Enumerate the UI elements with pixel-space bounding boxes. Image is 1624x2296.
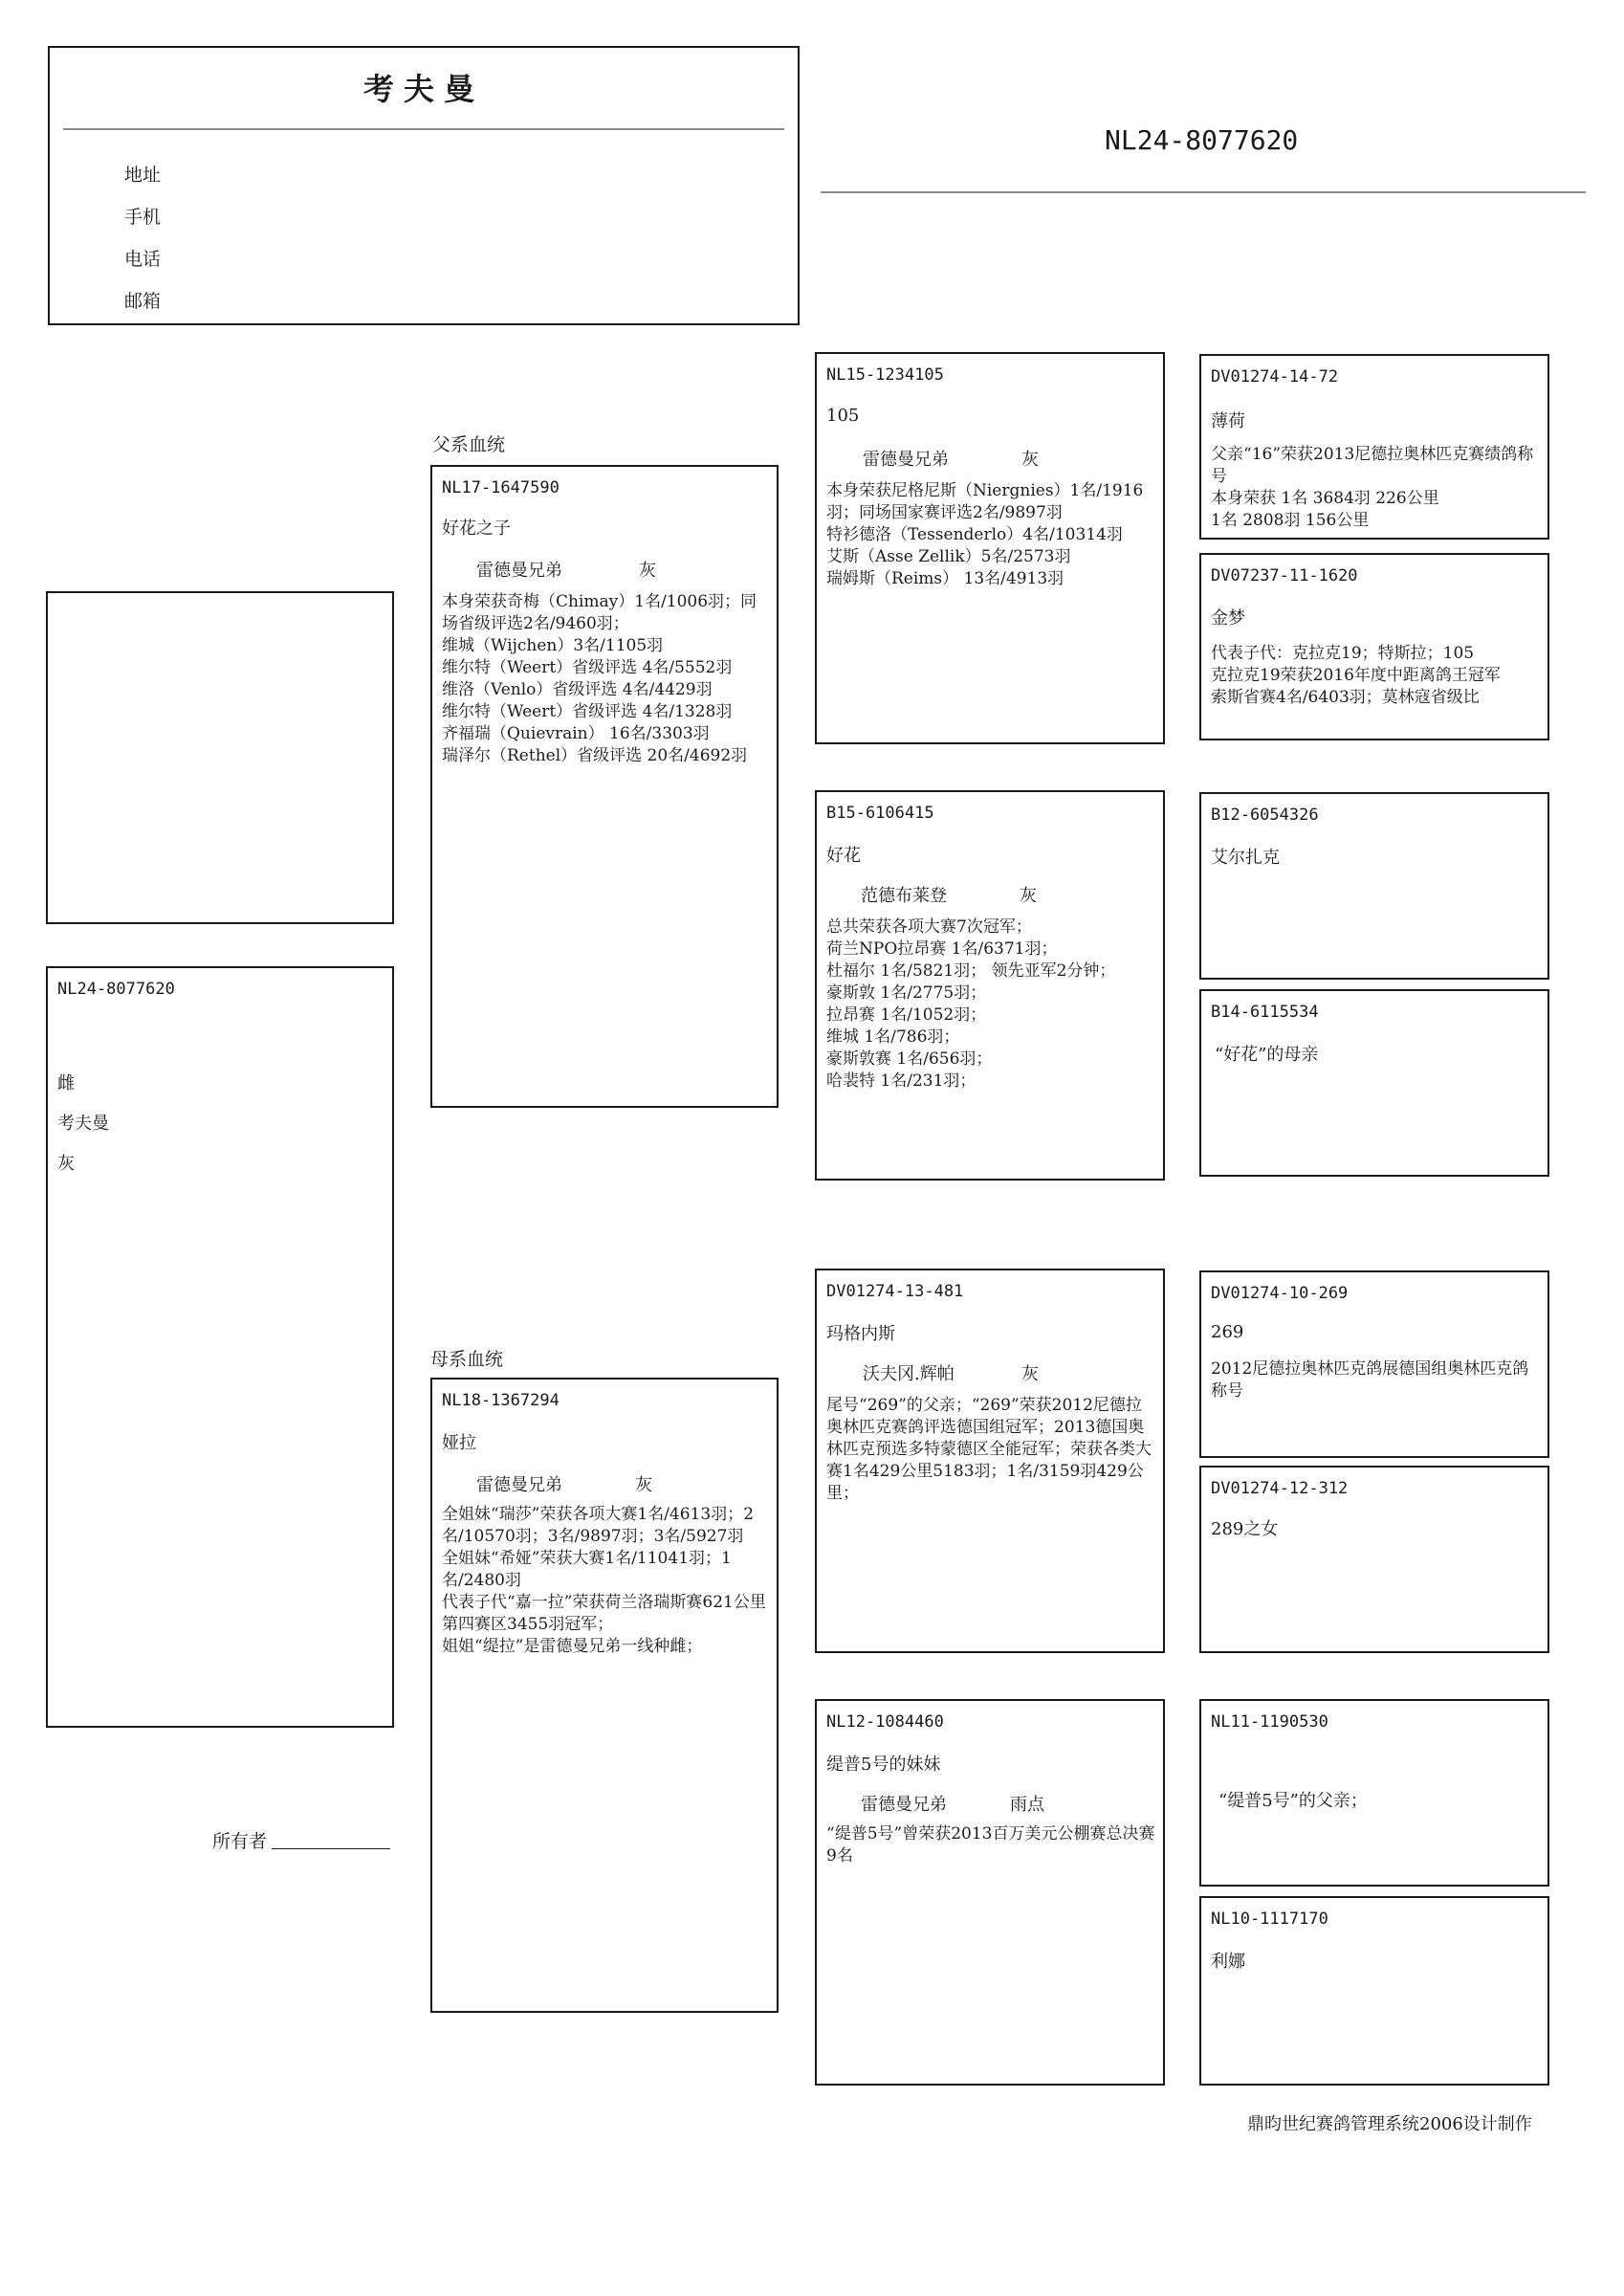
sd-ring: B15-6106415 [826,804,934,823]
sss-box [1199,354,1549,540]
dam-breeder: 雷德曼兄弟 [476,1475,562,1495]
sire-box [430,465,779,1108]
ss-name: 105 [826,406,860,426]
sds-ring: B12-6054326 [1211,806,1319,825]
sdd-box [1199,989,1549,1177]
sire-name: 好花之子 [442,519,511,539]
pigeon-photo-box [46,591,394,924]
dsd-box [1199,1466,1549,1653]
owner-signature-line [272,1848,390,1849]
dam-sire-box [815,1269,1165,1653]
dam-box [430,1378,779,2013]
sds-box [1199,792,1549,980]
ss-color: 灰 [1021,450,1039,470]
sire-breeder: 雷德曼兄弟 [476,561,562,581]
dds-name: “缇普5号”的父亲； [1218,1791,1368,1811]
dd-ring: NL12-1084460 [826,1712,944,1732]
address-label: 地址 [124,165,162,186]
owner-divider [63,128,784,130]
dss-ring: DV01274-10-269 [1211,1284,1349,1303]
owner-box [48,46,800,325]
sire-description: 本身荣获奇梅（Chimay）1名/1006羽；同场省级评选2名/9460羽； 维城（Wijchen）3名/1105羽 维尔特（Weert）省级评选 4名/5552羽 维洛（Venlo）省级评选 4名/4429羽 维尔特（Weert）省级评选 4名/1328羽 齐福瑞（Quievrain） 16名/3303羽 瑞泽尔（Rethel）省级评选 20名/4692羽 [442,592,757,765]
ds-name: 玛格内斯 [826,1324,895,1344]
subject-box [46,966,394,1728]
sd-description: 总共荣获各项大赛7次冠军； 荷兰NPO拉昂赛 1名/6371羽； 杜福尔 1名/5821羽； 领先亚军2分钟； 豪斯敦 1名/2775羽； 拉昂赛 1名/1052羽； 维城 1名/786羽； 豪斯敦赛 1名/656羽； 哈裴特 1名/231羽； [826,917,1116,1091]
sss-description: 父亲“16”荣获2013尼德拉奥林匹克赛绩鸽称号 本身荣获 1名 3684羽 226公里 1名 2808羽 156公里 [1211,445,1534,530]
dsd-ring: DV01274-12-312 [1211,1479,1349,1498]
dam-dam-box [815,1699,1165,2086]
header-divider [821,191,1586,193]
sd-color: 灰 [1020,886,1037,906]
ds-color: 灰 [1021,1364,1039,1384]
ss-ring: NL15-1234105 [826,365,944,385]
dam-color: 灰 [635,1475,652,1495]
dd-description: “缇普5号”曾荣获2013百万美元公棚赛总决赛9名 [826,1824,1155,1866]
sd-name: 好花 [826,846,861,866]
sd-breeder: 范德布莱登 [861,886,947,906]
ds-breeder: 沃夫冈.辉帕 [863,1364,955,1384]
dam-line-label: 母系血统 [430,1349,504,1370]
sss-ring: DV01274-14-72 [1211,367,1339,386]
subject-owner: 考夫曼 [57,1114,109,1134]
ssd-ring: DV07237-11-1620 [1211,566,1358,585]
dss-name: 269 [1211,1322,1244,1342]
dss-box [1199,1270,1549,1458]
sdd-ring: B14-6115534 [1211,1003,1319,1022]
email-label: 邮箱 [124,291,162,312]
owner-line-label: 所有者 [212,1831,268,1852]
dam-name: 娅拉 [442,1433,476,1453]
subject-color: 灰 [57,1154,75,1174]
dds-ring: NL11-1190530 [1211,1712,1328,1732]
header-ring-number: NL24-8077620 [1105,124,1299,156]
dd-name: 缇普5号的妹妹 [826,1755,941,1775]
owner-name: 考夫曼 [362,71,484,107]
ss-description: 本身荣获尼格尼斯（Niergnies）1名/1916羽；同场国家赛评选2名/9897羽 特衫德洛（Tessenderlo）4名/10314羽 艾斯（Asse Zellik）5名/2573羽 瑞姆斯（Reims） 13名/4913羽 [826,481,1144,588]
sdd-name: “好花”的母亲 [1215,1045,1319,1065]
ds-ring: DV01274-13-481 [826,1282,964,1301]
dd-color: 雨点 [1010,1795,1044,1815]
phone-label: 电话 [124,249,162,270]
sire-color: 灰 [639,561,656,581]
ssd-name: 金梦 [1211,608,1245,629]
ssd-description: 代表子代：克拉克19；特斯拉；105 克拉克19荣获2016年度中距离鸽王冠军 索斯省赛4名/6403羽；莫林寇省级比 [1211,644,1501,707]
sire-ring: NL17-1647590 [442,478,560,497]
dsd-name: 289之女 [1211,1519,1279,1539]
subject-ring: NL24-8077620 [57,980,175,999]
sire-dam-box [815,790,1165,1181]
subject-sex: 雌 [57,1073,75,1093]
ddd-box [1199,1896,1549,2086]
ddd-name: 利娜 [1211,1952,1245,1972]
dds-box [1199,1699,1549,1887]
ssd-box [1199,553,1549,740]
sss-name: 薄荷 [1211,411,1245,431]
ds-description: 尾号“269”的父亲；“269”荣获2012尼德拉奥林匹克赛鸽评选德国组冠军；2013德国奥林匹克预选多特蒙德区全能冠军；荣获各类大赛1名429公里5183羽；1名/3159羽429公里； [826,1396,1152,1503]
ddd-ring: NL10-1117170 [1211,1910,1328,1929]
dss-description: 2012尼德拉奥林匹克鸽展德国组奥林匹克鸽称号 [1211,1359,1529,1401]
sds-name: 艾尔扎克 [1211,848,1280,868]
footer-credit: 鼎昀世纪赛鸽管理系统2006设计制作 [1247,2114,1532,2134]
ss-breeder: 雷德曼兄弟 [863,450,949,470]
dd-breeder: 雷德曼兄弟 [861,1795,947,1815]
sire-sire-box [815,352,1165,744]
dam-ring: NL18-1367294 [442,1391,560,1410]
dam-description: 全姐妹“瑞莎”荣获各项大赛1名/4613羽；2名/10570羽；3名/9897羽；3名/5927羽 全姐妹“希娅”荣获大赛1名/11041羽；1名/2480羽 代表子代“嘉一拉”荣获荷兰洛瑞斯赛621公里第四赛区3455羽冠军； 姐姐“缇拉”是雷德曼兄弟一线种雌； [442,1505,766,1656]
sire-line-label: 父系血统 [432,434,506,455]
mobile-label: 手机 [124,207,162,228]
